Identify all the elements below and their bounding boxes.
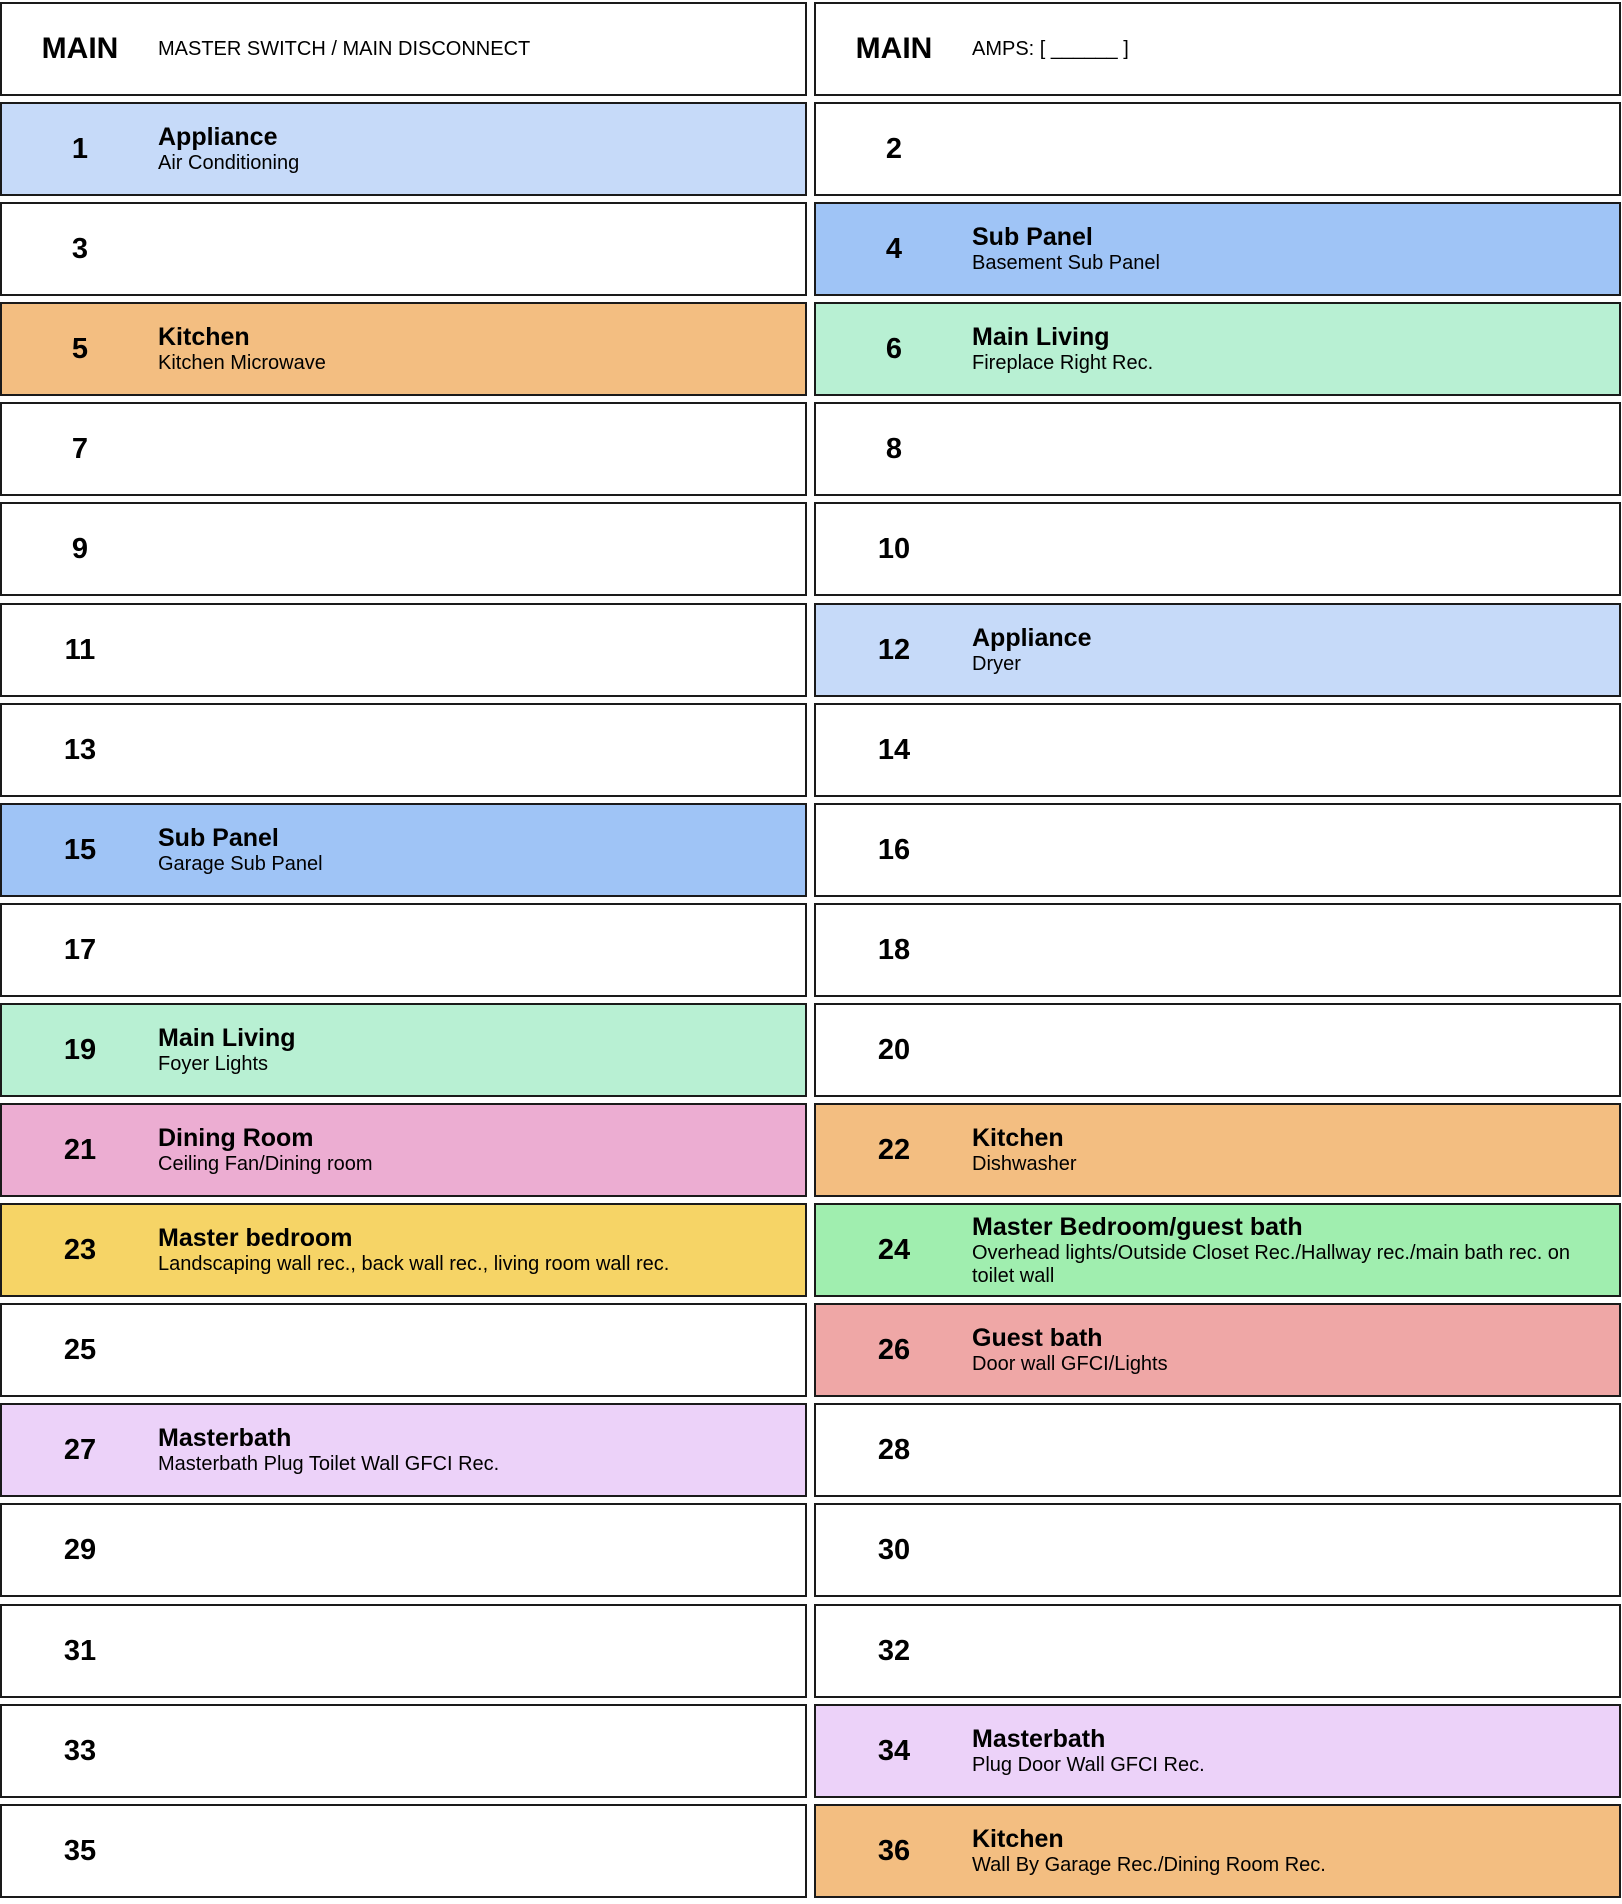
main-amps-text: AMPS: [ ______ ] [972, 38, 1129, 60]
circuit-number: 31 [63, 1634, 97, 1667]
circuit-number: 13 [63, 733, 97, 766]
circuit-number: 20 [877, 1033, 911, 1066]
circuit-number: 2 [885, 132, 903, 165]
circuit-description: Ceiling Fan/Dining room [158, 1153, 373, 1175]
circuit-number: 11 [64, 633, 96, 666]
circuit-cell [0, 1403, 807, 1497]
circuit-cell [0, 1804, 807, 1898]
circuit-cell [0, 202, 807, 296]
circuit-category: Main Living [158, 1024, 296, 1052]
circuit-category: Appliance [158, 123, 278, 151]
circuit-number: 23 [63, 1233, 97, 1266]
circuit-number: 14 [877, 733, 911, 766]
circuit-description: Kitchen Microwave [158, 352, 326, 374]
circuit-category: Kitchen [972, 1124, 1064, 1152]
circuit-cell [814, 502, 1621, 596]
circuit-category: Master Bedroom/guest bath [972, 1212, 1303, 1241]
circuit-cell [814, 703, 1621, 797]
circuit-category: Sub Panel [158, 824, 279, 852]
circuit-cell [814, 102, 1621, 196]
circuit-number: 16 [877, 833, 911, 866]
circuit-cell [814, 1503, 1621, 1597]
circuit-number: 15 [63, 833, 97, 866]
main-label: MAIN [41, 32, 119, 65]
circuit-number: 6 [885, 332, 903, 365]
main-label: MAIN [855, 32, 933, 65]
circuit-description: Garage Sub Panel [158, 853, 323, 875]
circuit-description: Dishwasher [972, 1153, 1077, 1175]
circuit-cell [814, 603, 1621, 697]
circuit-number: 30 [877, 1533, 911, 1566]
circuit-cell [0, 1003, 807, 1097]
circuit-cell [0, 402, 807, 496]
circuit-number: 1 [71, 132, 89, 165]
circuit-cell [814, 302, 1621, 396]
circuit-description: Wall By Garage Rec./Dining Room Rec. [972, 1854, 1326, 1876]
circuit-cell [814, 1403, 1621, 1497]
circuit-description: Plug Door Wall GFCI Rec. [972, 1754, 1205, 1776]
circuit-description: Fireplace Right Rec. [972, 352, 1154, 374]
circuit-cell [0, 102, 807, 196]
circuit-number: 36 [877, 1834, 911, 1867]
circuit-number: 7 [71, 432, 89, 465]
circuit-cell [814, 903, 1621, 997]
circuit-number: 25 [63, 1333, 97, 1366]
circuit-number: 3 [71, 232, 89, 265]
circuit-cell [0, 1103, 807, 1197]
circuit-category: Main Living [972, 323, 1110, 351]
circuit-category: Masterbath [158, 1424, 292, 1452]
circuit-category: Appliance [972, 624, 1092, 652]
circuit-cell [814, 1103, 1621, 1197]
circuit-cell [814, 803, 1621, 897]
circuit-description: Landscaping wall rec., back wall rec., living room wall rec. [158, 1253, 670, 1275]
circuit-number: 18 [877, 933, 911, 966]
circuit-cell [0, 1503, 807, 1597]
circuit-cell [0, 1303, 807, 1397]
main-amps-cell [814, 2, 1621, 96]
circuit-number: 17 [63, 933, 97, 966]
circuit-number: 9 [71, 532, 89, 565]
circuit-cell [0, 502, 807, 596]
circuit-number: 26 [877, 1333, 911, 1366]
circuit-number: 33 [63, 1734, 97, 1767]
circuit-cell [0, 903, 807, 997]
main-disconnect-cell [0, 2, 807, 96]
circuit-category: Kitchen [972, 1825, 1064, 1853]
circuit-category: Dining Room [158, 1124, 314, 1152]
circuit-cell [0, 803, 807, 897]
circuit-description: Dryer [972, 653, 1021, 675]
circuit-cell [0, 302, 807, 396]
circuit-description: Overhead lights/Outside Closet Rec./Hallway rec./main bath rec. on toilet wall [972, 1241, 1571, 1287]
circuit-cell [814, 1704, 1621, 1798]
circuit-cell [814, 202, 1621, 296]
circuit-cell [814, 1303, 1621, 1397]
circuit-cell [0, 1203, 807, 1297]
circuit-description: Masterbath Plug Toilet Wall GFCI Rec. [158, 1453, 500, 1475]
circuit-cell [0, 703, 807, 797]
circuit-category: Master bedroom [158, 1224, 353, 1252]
circuit-cell [814, 1203, 1621, 1297]
circuit-cell [0, 1604, 807, 1698]
circuit-number: 24 [877, 1233, 911, 1266]
circuit-number: 29 [63, 1533, 97, 1566]
circuit-category: Kitchen [158, 323, 250, 351]
circuit-number: 12 [877, 633, 911, 666]
circuit-cell [0, 1704, 807, 1798]
circuit-number: 19 [63, 1033, 97, 1066]
circuit-cell [814, 402, 1621, 496]
circuit-number: 5 [71, 332, 89, 365]
circuit-category: Masterbath [972, 1725, 1106, 1753]
circuit-number: 32 [877, 1634, 911, 1667]
circuit-number: 22 [877, 1133, 911, 1166]
circuit-number: 28 [877, 1433, 911, 1466]
circuit-cell [814, 1003, 1621, 1097]
circuit-number: 4 [885, 232, 903, 265]
circuit-category: Sub Panel [972, 223, 1093, 251]
circuit-description: Air Conditioning [158, 152, 300, 174]
circuit-description: Basement Sub Panel [972, 252, 1160, 274]
circuit-category: Guest bath [972, 1324, 1103, 1352]
circuit-number: 27 [63, 1433, 97, 1466]
circuit-cell [814, 1804, 1621, 1898]
circuit-number: 34 [877, 1734, 911, 1767]
circuit-cell [0, 603, 807, 697]
main-disconnect-text: MASTER SWITCH / MAIN DISCONNECT [158, 38, 531, 60]
circuit-number: 21 [63, 1133, 97, 1166]
circuit-number: 35 [63, 1834, 97, 1867]
circuit-number: 8 [885, 432, 903, 465]
circuit-description: Foyer Lights [158, 1053, 269, 1075]
circuit-number: 10 [877, 532, 911, 565]
circuit-description: Door wall GFCI/Lights [972, 1353, 1168, 1375]
circuit-cell [814, 1604, 1621, 1698]
